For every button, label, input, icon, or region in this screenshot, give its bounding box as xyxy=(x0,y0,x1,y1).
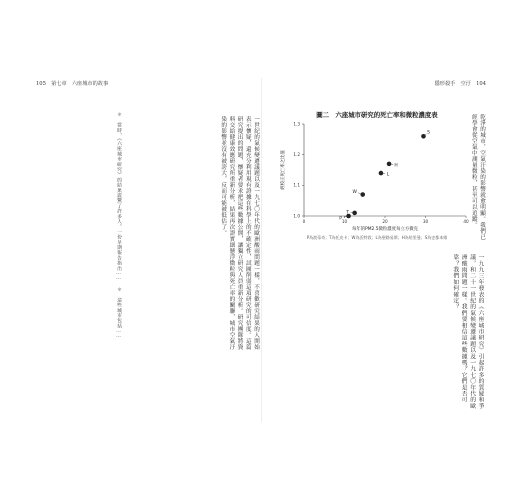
chart-title: 圖二 六座城市研究的死亡率和微粒濃度表 xyxy=(316,111,438,119)
x-tick-label: 30 xyxy=(422,219,429,224)
x-tick-label: 10 xyxy=(341,219,348,224)
point-label-p: P xyxy=(339,216,342,222)
point-label-t: T xyxy=(346,210,349,216)
chart-source-note: P為波蒂奇；T為托皮卡；W為沃特敦；L為聖路易斯；H為哈里曼；S為史都本維 xyxy=(306,235,448,240)
y-tick-label: 1.2 xyxy=(293,152,300,158)
y-tick-label: 1.3 xyxy=(293,121,300,127)
book-gutter xyxy=(261,78,262,422)
x-axis-label: 每年的PM2.5微粒濃度每立方微克 xyxy=(351,227,419,232)
chart-marks xyxy=(339,130,430,222)
right-body-text: 一九九三年發表的《六座城市研究》引起許多的質疑和爭議，和二十一世紀的氣候變遷議題以及一九七〇年代的歐洲酸雨問題一樣。我們要相信這些數據嗎？它們是否可靠？我們如何確定？ xyxy=(451,254,483,409)
x-tick-label: 40 xyxy=(463,219,469,224)
point-label-s: S xyxy=(427,130,430,136)
left-footnotes: ＊ 當時，《六座城市研究》的結果震驚了許多人。一份早期報告指出…… ＊ 這些城市包括…… xyxy=(116,112,121,340)
x-tick-label: 0 xyxy=(302,219,306,224)
book-spread xyxy=(34,78,490,422)
page-header-right: 隱形殺手 空汙 104 xyxy=(434,81,486,87)
x-tick-label: 20 xyxy=(382,219,388,224)
left-main-text: 一世紀的氣候變遷議題以及一九七〇年代的歐洲酸雨問題一樣，不喜歡研究結果的人開始表示懷疑，還充分利用現有證據在科學上的不確定性，試圖削弱這項研究的可信度。這篇研究提出的問題，懷疑者要求把這些數據公開，讓獨立研究人員重新分析。研究團隊將資料交給健康效應研究所重新分析，結果再次證實細懸浮微粒與死亡率的關聯，城市空氣汙染的影響並沒有被誇大，反而可能被低估了。 xyxy=(220,116,259,350)
y-tick-label: 1.1 xyxy=(293,182,300,188)
point-label-h: H xyxy=(394,163,398,169)
point-label-w: W xyxy=(352,189,357,195)
right-page xyxy=(264,78,490,422)
y-axis-label: 經校正死亡率之比值 xyxy=(281,150,286,190)
right-upper-text: 乾淨的城市，空氣汙染的影響就愈明顯。我們已經學會從空氣中測量微粒，甚至可以追蹤。 xyxy=(470,114,485,240)
y-tick-label: 1.0 xyxy=(293,213,300,219)
data-point-h xyxy=(387,162,392,167)
left-page xyxy=(34,78,260,422)
page-header-left: 105 第七章 六座城市的故事 xyxy=(36,81,109,87)
point-label-l: L xyxy=(386,172,390,178)
